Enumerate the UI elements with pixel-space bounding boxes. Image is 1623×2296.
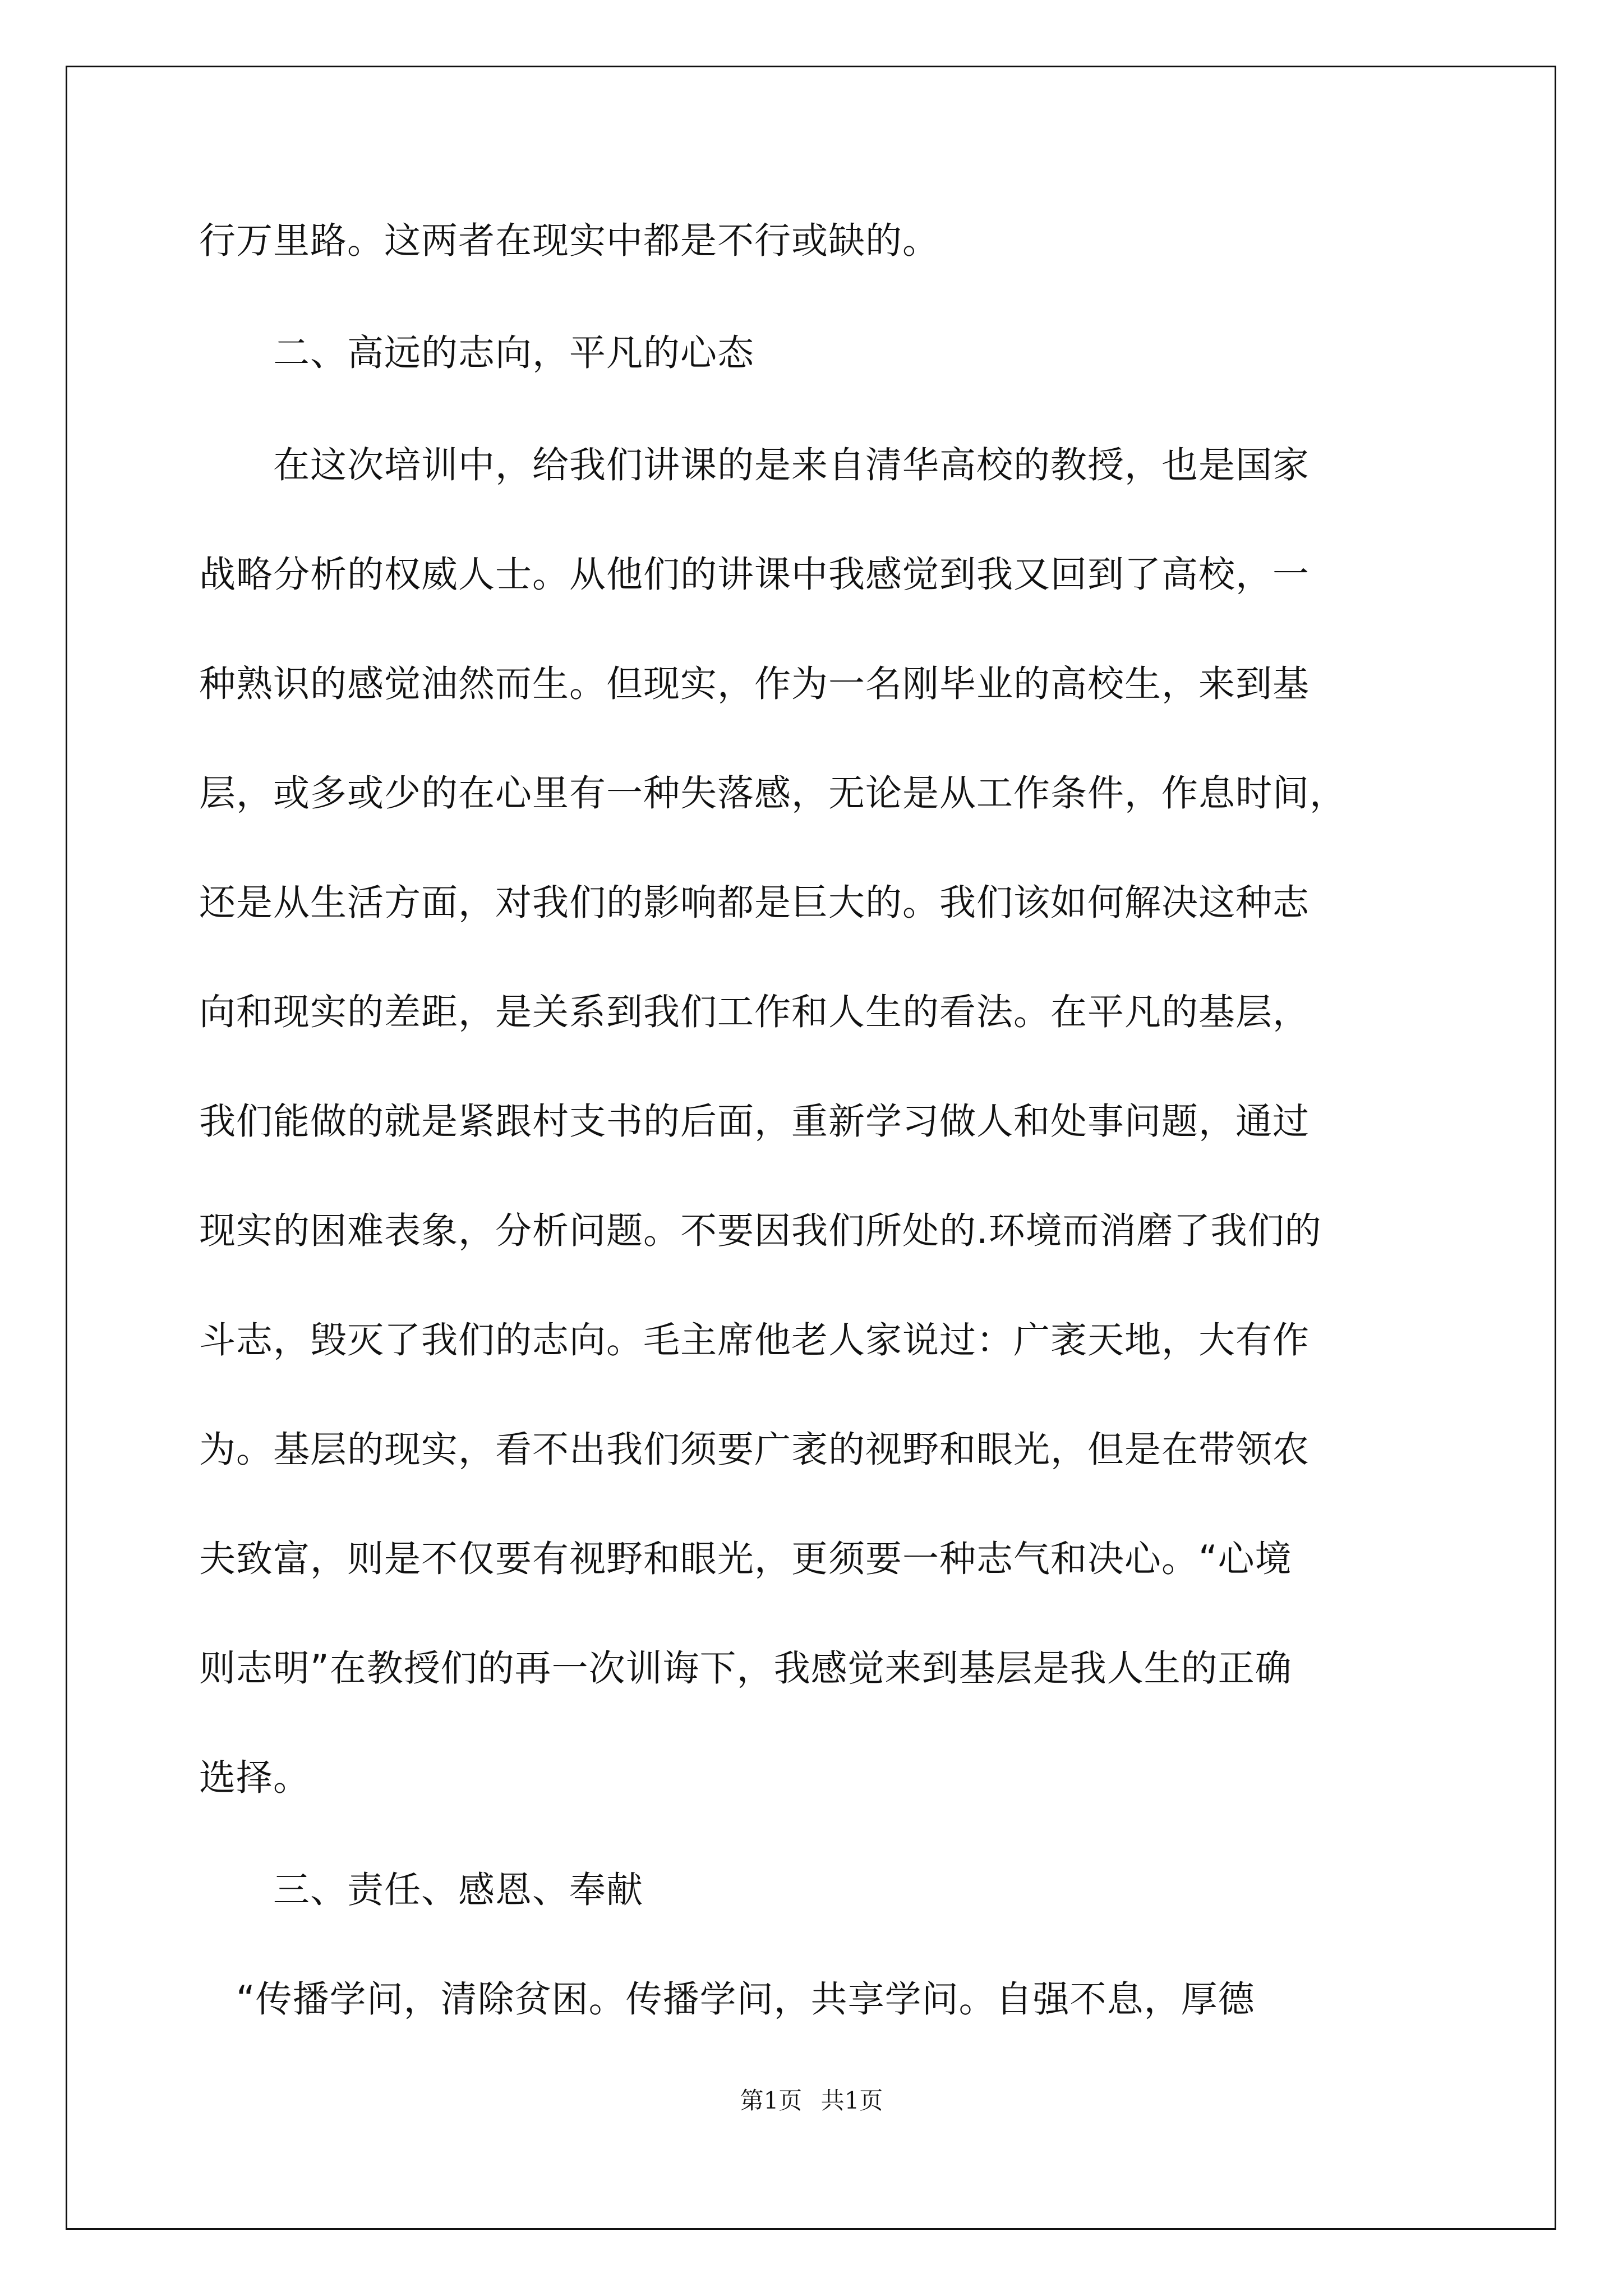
text-line: 为。基层的现实，看不出我们须要广袤的视野和眼光，但是在带领农: [199, 1429, 1310, 1471]
text-line: 行万里路。这两者在现实中都是不行或缺的。: [199, 220, 940, 262]
text-line: 现实的困难表象，分析问题。不要因我们所处的.环境而消磨了我们的: [199, 1210, 1322, 1252]
text-line: 斗志，毁灭了我们的志向。毛主席他老人家说过：广袤天地，大有作: [199, 1319, 1310, 1361]
text-line: 战略分析的权威人士。从他们的讲课中我感觉到我又回到了高校，一: [199, 554, 1310, 596]
text-line: 向和现实的差距，是关系到我们工作和人生的看法。在平凡的基层，: [199, 991, 1310, 1033]
text-line: 我们能做的就是紧跟村支书的后面，重新学习做人和处事问题，通过: [199, 1101, 1310, 1143]
text-line: 选择。: [199, 1757, 311, 1799]
section-heading: 三、责任、感恩、奉献: [199, 1869, 644, 1911]
text-line: “传播学问，清除贫困。传播学问，共享学问。自强不息，厚德: [199, 1978, 1255, 2021]
page-number: 第1页: [740, 2087, 803, 2114]
text-line: 种熟识的感觉油然而生。但现实，作为一名刚毕业的高校生，来到基: [199, 663, 1310, 705]
page-total: 共1页: [820, 2087, 883, 2114]
text-line: 在这次培训中，给我们讲课的是来自清华高校的教授，也是国家: [199, 444, 1310, 486]
page-footer: [0, 2082, 1623, 2116]
section-heading: 二、高远的志向，平凡的心态: [199, 332, 755, 374]
text-line: 则志明”在教授们的再一次训诲下，我感觉来到基层是我人生的正确: [199, 1648, 1292, 1690]
text-line: 层，或多或少的在心里有一种失落感，无论是从工作条件，作息时间，: [199, 772, 1347, 815]
text-line: 还是从生活方面，对我们的影响都是巨大的。我们该如何解决这种志: [199, 882, 1310, 924]
text-line: 夫致富，则是不仅要有视野和眼光，更须要一种志气和决心。“心境: [199, 1538, 1292, 1580]
